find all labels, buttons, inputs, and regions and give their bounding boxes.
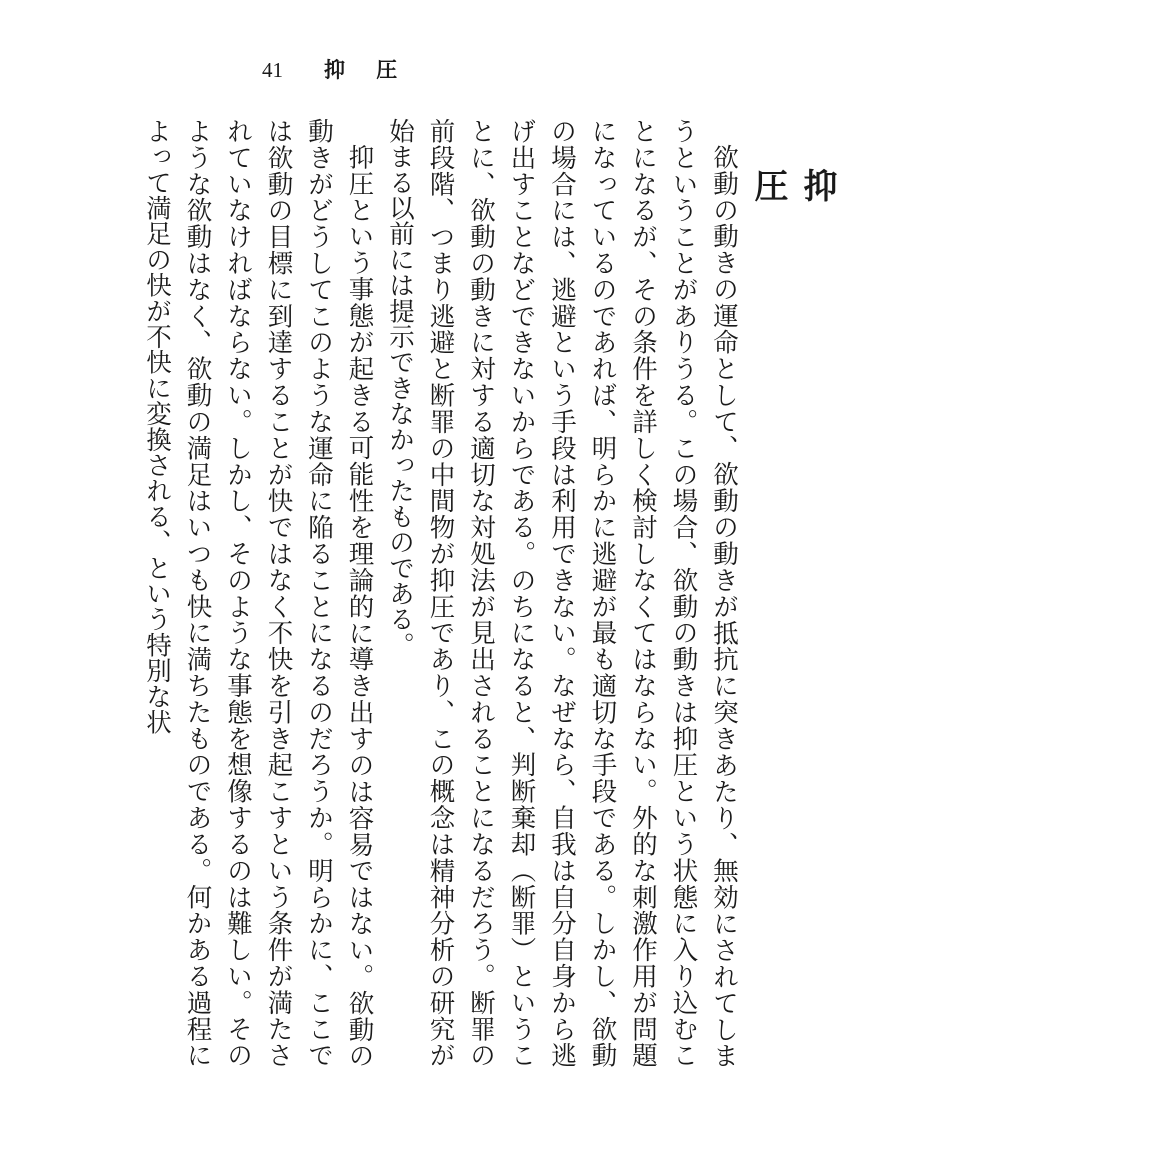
running-head-title: 抑 圧 [324,57,410,82]
chapter-title: 抑圧 [748,168,837,224]
running-head [262,58,409,82]
paragraph-1: 欲動の動きの運命として、欲動の動きが抵抗に突きあたり、無効にされてしまうということがありうる。この場合、欲動の動きは抑圧という状態に入り込むことになるが、その条件を詳しく検討しなくてはならない。外的な刺激作用が問題になっているのであれば、明らかに逃避が最も適切な手段である。しかし、欲動の場合には、逃避という手段は利用できない。なぜなら、自我は自分自身から逃げ出すことなどできないからである。のちになると、判断棄却（断罪）ということに、欲動の動きに対する適切な対処法が見出されることになるだろう。断罪の前段階、つまり逃避と断罪の中間物が抑圧であり、この概念は精神分析の研究が始まる以前には提示できなかったものである。 [385,118,739,1068]
body-text [142,118,744,1068]
paragraph-2: 抑圧という事態が起きる可能性を理論的に導き出すのは容易ではない。欲動の動きがどうしてこのような運命に陥ることになるのだろうか。明らかに、ここでは欲動の目標に到達することが快ではなく不快を引き起こすという条件が満たされていなければならない。しかし、そのような事態を想像するのは難しい。そのような欲動はなく、欲動の満足はいつも快に満ちたものである。何かある過程によって満足の快が不快に変換される、という特別な状 [142,118,375,1068]
page-number: 41 [262,58,283,82]
